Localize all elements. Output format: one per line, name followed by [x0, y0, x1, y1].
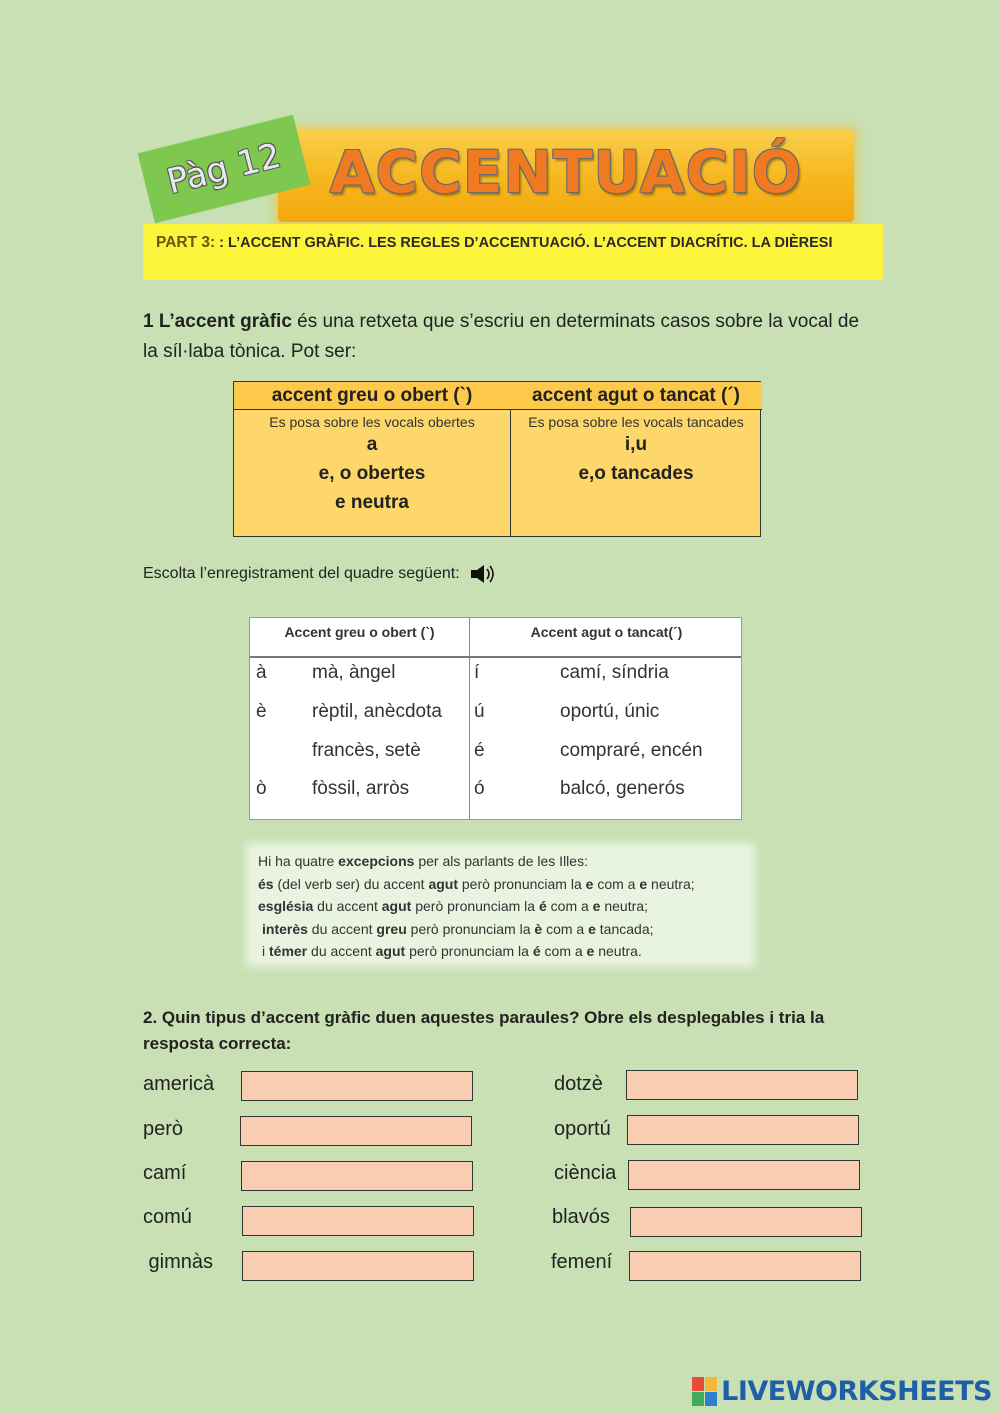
part-banner — [143, 224, 883, 280]
text: du accent — [307, 943, 376, 959]
grave-accent-description: Es posa sobre les vocals obertes — [269, 414, 475, 430]
table-row — [250, 693, 741, 731]
acute-accent-description: Es posa sobre les vocals tancades — [528, 414, 744, 430]
exceptions-line — [258, 940, 748, 963]
word-label: ciència — [554, 1162, 617, 1184]
text: com a — [546, 898, 593, 914]
text: com a — [542, 920, 589, 937]
acute-letter: ó — [474, 778, 485, 799]
part-topics: : L’ACCENT GRÀFIC. LES REGLES D’ACCENTUACIÓ. L’ACCENT DIACRÍTIC. LA DIÈRESI — [215, 235, 833, 251]
acute-accent-column — [510, 382, 762, 536]
exceptions-line — [258, 918, 748, 941]
text-bold: església — [258, 898, 314, 914]
grave-examples: mà, àngel — [312, 662, 396, 683]
word-label: però — [143, 1118, 184, 1140]
text-bold: e — [592, 898, 601, 914]
grave-letter: à — [256, 662, 267, 683]
text: (del verb ser) du accent — [273, 875, 429, 892]
page-number-label: Pàg 12 — [163, 135, 285, 203]
table-row — [250, 770, 741, 808]
examples-header-grave: Accent greu o obert (`) — [284, 624, 435, 640]
acute-vowel-iu: i,u — [624, 434, 648, 455]
text: però pronunciam la — [411, 898, 539, 914]
grave-examples: francès, setè — [312, 740, 421, 761]
grave-vowel-e-neutral: e neutra — [335, 492, 409, 513]
accent-dropdown-blavos[interactable] — [630, 1207, 862, 1237]
accent-dropdown-ciencia[interactable] — [628, 1160, 860, 1190]
text-bold: témer — [269, 943, 308, 959]
word-label: blavós — [552, 1206, 610, 1228]
accent-dropdown-pero[interactable] — [240, 1116, 472, 1146]
word-label: camí — [143, 1162, 187, 1184]
speaker-icon — [470, 563, 498, 585]
text-bold: e — [588, 920, 596, 937]
text: però pronunciam la — [406, 920, 535, 937]
text-bold: interès — [262, 920, 308, 937]
text: per als parlants de les Illes: — [414, 853, 588, 869]
acute-examples: balcó, generós — [560, 778, 685, 799]
exceptions-line — [258, 850, 748, 873]
acute-vowel-eo: e,o tancades — [578, 463, 694, 484]
accent-dropdown-america[interactable] — [241, 1071, 473, 1101]
text: Hi ha quatre — [258, 853, 339, 869]
brand-name: LIVEWORKSHEETS — [721, 1376, 992, 1407]
grave-examples: rèptil, anècdota — [312, 701, 442, 722]
text: i — [262, 943, 269, 959]
text: du accent — [307, 920, 377, 937]
accent-dropdown-cami[interactable] — [241, 1161, 473, 1191]
text-bold: é — [538, 898, 547, 914]
word-label: americà — [143, 1073, 215, 1095]
text: neutra; — [647, 875, 695, 892]
text: però pronunciam la — [458, 875, 586, 892]
listen-label: Escolta l’enregistrament del quadre següent: — [143, 565, 460, 582]
accent-types-table — [233, 381, 761, 537]
word-label: comú — [143, 1206, 192, 1228]
grave-vowel-a: a — [366, 434, 378, 455]
accent-dropdown-oportu[interactable] — [627, 1115, 859, 1145]
part-heading — [156, 234, 832, 252]
examples-header-acute: Accent agut o tancat(´) — [530, 624, 683, 640]
page-title: ACCENTUACIÓ — [329, 138, 803, 206]
grave-examples: fòssil, arròs — [312, 778, 410, 799]
text-bold: è — [534, 920, 543, 937]
question-2: 2. Quin tipus d’accent gràfic duen aquestes paraules? Obre els desplegables i tria la resposta correcta: — [143, 1008, 825, 1053]
text: però pronunciam la — [405, 943, 533, 959]
table-row — [250, 732, 741, 770]
text-bold: greu — [376, 920, 407, 937]
word-label: oportú — [554, 1118, 611, 1140]
accent-dropdown-dotze[interactable] — [626, 1070, 858, 1100]
text: neutra; — [600, 898, 648, 914]
text-bold: agut — [428, 875, 458, 892]
acute-examples: compraré, encén — [560, 740, 703, 761]
word-label: femení — [551, 1251, 613, 1273]
intro-term: 1 L’accent gràfic — [143, 311, 292, 332]
word-label: gimnàs — [143, 1251, 214, 1273]
text-bold: agut — [375, 943, 406, 959]
grave-vowel-eo: e, o obertes — [318, 463, 426, 484]
acute-accent-header: accent agut o tancat (´) — [510, 382, 762, 410]
text: com a — [540, 943, 587, 959]
text-bold: e — [585, 875, 594, 892]
exceptions-line — [258, 895, 748, 918]
text-bold: e — [586, 943, 595, 959]
grave-letter: è — [256, 701, 267, 722]
text-bold: excepcions — [338, 853, 415, 869]
listen-instruction — [143, 563, 498, 585]
text: neutra. — [594, 943, 642, 959]
acute-letter: é — [474, 740, 485, 761]
word-label: dotzè — [554, 1073, 603, 1095]
text-bold: e — [639, 875, 648, 892]
accent-dropdown-gimnas[interactable] — [242, 1251, 474, 1281]
logo-icon — [692, 1377, 717, 1406]
text-bold: és — [258, 875, 274, 892]
accent-dropdown-comu[interactable] — [242, 1206, 474, 1236]
text: com a — [593, 875, 640, 892]
grave-letter: ò — [256, 778, 267, 799]
acute-examples: camí, síndria — [560, 662, 669, 683]
table-row — [250, 654, 741, 692]
accent-dropdown-femeni[interactable] — [629, 1251, 861, 1281]
grave-accent-column — [234, 382, 511, 536]
text-bold: é — [532, 943, 541, 959]
liveworksheets-logo — [692, 1376, 992, 1407]
grave-accent-header: accent greu o obert (`) — [234, 382, 510, 410]
acute-letter: ú — [474, 701, 485, 722]
accent-examples-table — [249, 617, 742, 820]
exceptions-text — [258, 850, 748, 963]
text-bold: agut — [381, 898, 412, 914]
intro-definition: és una retxeta que s’escriu en determinats casos sobre la vocal de la síl·laba tònica. Pot ser: — [143, 311, 860, 362]
text: tancada; — [595, 920, 654, 937]
part-label: PART 3: — [156, 234, 216, 251]
acute-letter: í — [474, 662, 480, 683]
exceptions-line — [258, 873, 748, 896]
intro-paragraph — [143, 307, 873, 367]
acute-examples: oportú, únic — [560, 701, 660, 722]
audio-play-button[interactable] — [470, 563, 498, 585]
text: du accent — [313, 898, 382, 914]
